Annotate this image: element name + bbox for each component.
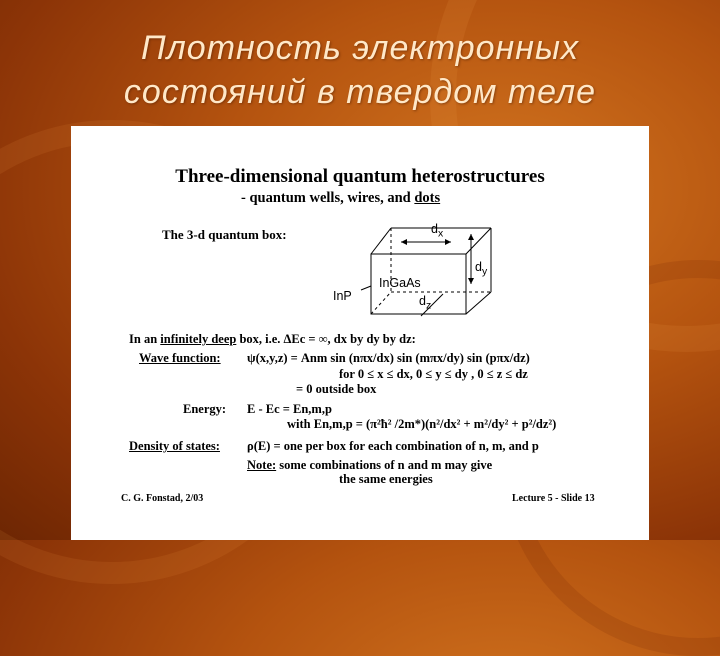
energy-label: Energy: [183, 402, 227, 416]
dx-arrowhead-left [401, 239, 407, 245]
footer-author: C. G. Fonstad, 2/03 [121, 493, 204, 504]
box-top-left-edge [371, 228, 391, 254]
dx-arrowhead-right [445, 239, 451, 245]
wave-function-outside: = 0 outside box [296, 382, 377, 396]
dos-label: Density of states: [129, 439, 220, 453]
dy-arrowhead-top [468, 234, 474, 240]
wave-function-label: Wave function: [139, 351, 221, 365]
label-dx: $d_x$ [431, 222, 444, 240]
energy-with: with En,m,p = (π²ħ² /2m*)(n²/dx² + m²/dy² + p²/dz²) [287, 417, 557, 431]
note-line: Note: some combinations of n and m may give [247, 458, 493, 472]
note-line-2: the same energies [339, 472, 433, 486]
energy-equation: E - Ec = En,m,p [247, 402, 332, 416]
label-dy: $d_y$ [475, 260, 488, 278]
wave-function-equation: ψ(x,y,z) = Anm sin (nπx/dx) sin (mπx/dy) sin (pπx/dz) [247, 351, 530, 365]
box-bottom-right-edge [466, 292, 491, 314]
dos-equation: ρ(E) = one per box for each combination of n, m, and p [247, 439, 539, 453]
quantum-box-label: The 3-d quantum box: [162, 227, 287, 242]
dy-arrowhead-bottom [468, 278, 474, 284]
intro-line: In an infinitely deep box, i.e. ΔEc = ∞, dx by dy by dz: [129, 332, 416, 346]
footer-slide-number: Lecture 5 - Slide 13 [512, 493, 595, 504]
box-hidden-edge [371, 292, 391, 314]
subheading-dots: dots [414, 190, 441, 206]
slide-title-line-1: Плотность электронных [141, 29, 579, 67]
slide-title-line-2: состояний в твердом теле [123, 73, 597, 111]
subheading-prefix: - quantum wells, wires, and [241, 190, 415, 206]
inp-leader [361, 286, 371, 290]
content-subheading [241, 190, 440, 207]
box-top-right-edge [466, 228, 491, 254]
slide-title [0, 26, 720, 114]
content-heading: Three-dimensional quantum heterostructures [175, 166, 545, 187]
label-inp: InP [333, 289, 352, 303]
wave-function-conditions: for 0 ≤ x ≤ dx, 0 ≤ y ≤ dy , 0 ≤ z ≤ dz [339, 367, 528, 381]
slide-image-panel [71, 126, 649, 540]
label-dz: $d_z$ [419, 294, 432, 312]
label-ingaas: InGaAs [379, 276, 421, 290]
